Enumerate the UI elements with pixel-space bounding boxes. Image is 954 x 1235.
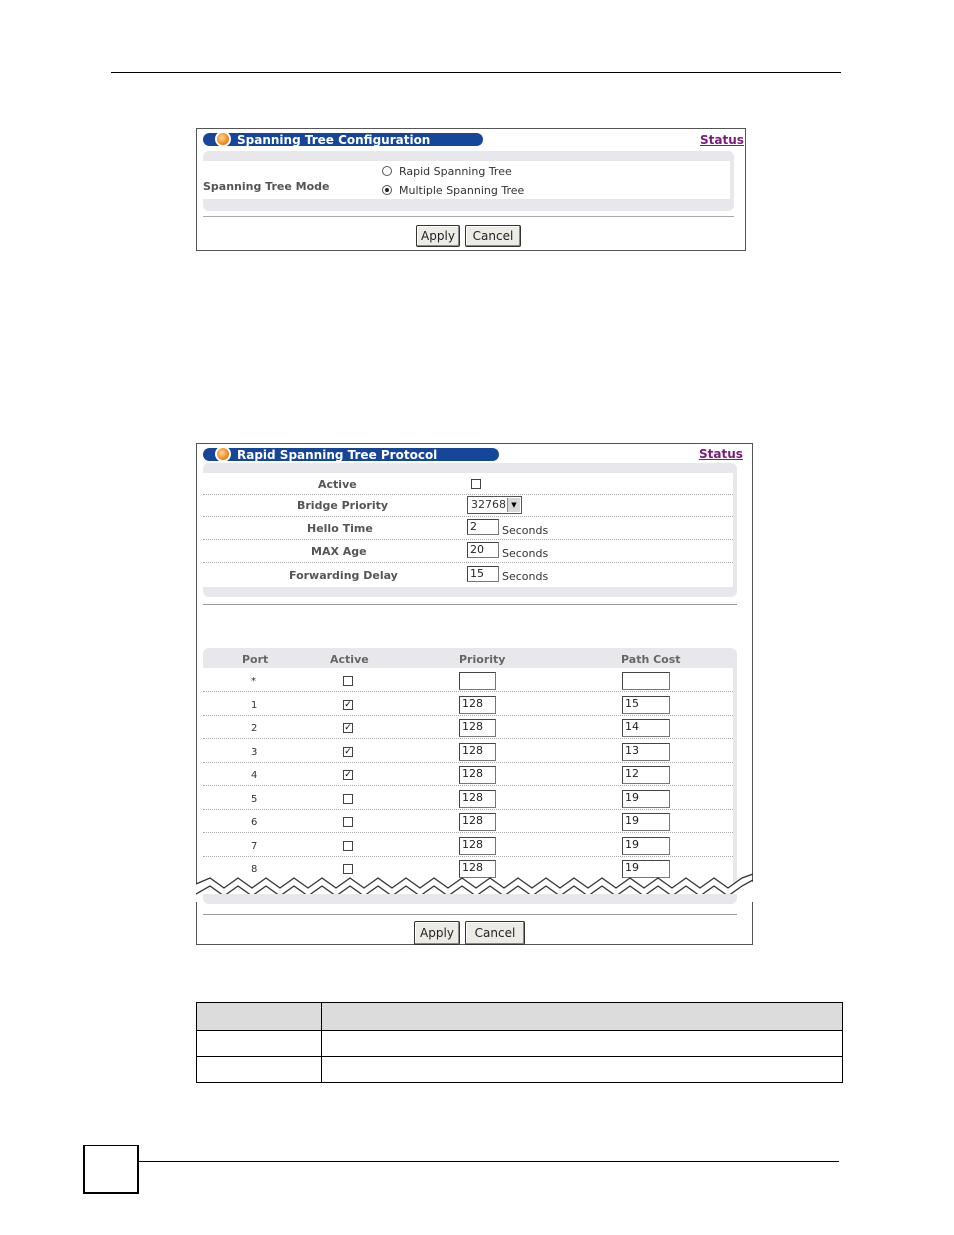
hello-time-field[interactable]: 2 xyxy=(467,519,499,535)
radio-rapid-label: Rapid Spanning Tree xyxy=(399,165,512,178)
port-path-cost-field[interactable]: 15 xyxy=(622,696,670,714)
orange-ball-icon xyxy=(215,446,231,462)
divider xyxy=(203,914,737,915)
apply-button[interactable]: Apply xyxy=(414,921,460,945)
port-priority-field[interactable]: 128 xyxy=(459,743,496,761)
port-path-cost-field[interactable]: 19 xyxy=(622,790,670,808)
port-priority-field[interactable]: 128 xyxy=(459,813,496,831)
port-active-checkbox[interactable] xyxy=(343,817,353,827)
seconds-label: Seconds xyxy=(502,547,549,560)
port-path-cost-field[interactable] xyxy=(622,672,670,690)
bridge-priority-select[interactable]: 32768 ▼ xyxy=(467,496,522,514)
row-divider xyxy=(203,809,733,810)
description-table xyxy=(196,1002,843,1083)
mode-label: Spanning Tree Mode xyxy=(203,180,330,193)
cancel-button[interactable]: Cancel xyxy=(465,225,521,247)
port-priority-field[interactable]: 128 xyxy=(459,766,496,784)
seconds-label: Seconds xyxy=(502,524,549,537)
col-active: Active xyxy=(330,653,369,666)
port-number: 7 xyxy=(251,840,258,852)
forwarding-delay-field[interactable]: 15 xyxy=(467,566,499,582)
panel-title: Spanning Tree Configuration xyxy=(237,132,431,147)
port-number: * xyxy=(251,676,256,687)
col-path-cost: Path Cost xyxy=(621,653,681,666)
port-number: 8 xyxy=(251,864,258,875)
apply-button[interactable]: Apply xyxy=(416,225,460,247)
divider xyxy=(203,216,734,217)
port-number: 5 xyxy=(251,793,258,805)
cancel-button[interactable]: Cancel xyxy=(465,921,525,945)
port-path-cost-field[interactable]: 13 xyxy=(622,743,670,761)
port-path-cost-field[interactable]: 19 xyxy=(622,837,670,855)
hello-time-label: Hello Time xyxy=(307,522,373,535)
port-path-cost-field[interactable]: 12 xyxy=(622,766,670,784)
table-header-row xyxy=(197,1003,843,1031)
spanning-tree-config-panel xyxy=(196,128,746,251)
row-divider xyxy=(203,738,733,739)
col-priority: Priority xyxy=(459,653,506,666)
row-divider xyxy=(203,691,733,692)
page-number-box xyxy=(83,1145,139,1194)
forwarding-delay-label: Forwarding Delay xyxy=(289,569,398,582)
orange-ball-icon xyxy=(215,131,231,147)
panel-title: Rapid Spanning Tree Protocol xyxy=(237,447,438,462)
port-number: 1 xyxy=(251,699,258,711)
port-active-checkbox[interactable] xyxy=(343,676,353,686)
port-active-checkbox[interactable] xyxy=(343,841,353,851)
port-path-cost-field[interactable]: 19 xyxy=(622,813,670,831)
bridge-priority-label: Bridge Priority xyxy=(297,499,389,512)
port-number: 3 xyxy=(251,746,258,758)
port-path-cost-field[interactable]: 14 xyxy=(622,719,670,737)
radio-multiple-spanning-tree[interactable] xyxy=(382,185,392,195)
port-number: 2 xyxy=(251,723,258,734)
max-age-field[interactable]: 20 xyxy=(467,542,499,558)
divider xyxy=(203,604,737,605)
port-number: 4 xyxy=(251,770,258,781)
col-port: Port xyxy=(242,653,269,666)
radio-multiple-label: Multiple Spanning Tree xyxy=(399,184,525,197)
row-divider xyxy=(203,715,733,716)
active-checkbox[interactable] xyxy=(471,479,481,489)
port-active-checkbox[interactable] xyxy=(343,794,353,804)
port-active-checkbox[interactable]: ✓ xyxy=(344,770,352,780)
table-row xyxy=(197,1031,843,1057)
port-priority-field[interactable] xyxy=(459,672,496,690)
row-divider xyxy=(203,832,733,833)
max-age-label: MAX Age xyxy=(311,545,367,558)
chevron-down-icon: ▼ xyxy=(507,498,520,512)
status-link[interactable]: Status xyxy=(699,447,743,461)
header-rule xyxy=(111,72,841,73)
port-active-checkbox[interactable]: ✓ xyxy=(344,746,352,757)
port-active-checkbox[interactable]: ✓ xyxy=(344,699,352,710)
rstp-panel xyxy=(196,443,753,945)
row-divider xyxy=(203,856,733,857)
row-divider xyxy=(203,785,733,786)
active-label: Active xyxy=(318,478,357,491)
panel-title-bar xyxy=(203,133,483,146)
port-priority-field[interactable]: 128 xyxy=(459,719,496,737)
footer-rule xyxy=(139,1161,839,1162)
table-row xyxy=(197,1057,843,1083)
panel-title-bar xyxy=(203,448,499,461)
port-priority-field[interactable]: 128 xyxy=(459,790,496,808)
port-priority-field[interactable]: 128 xyxy=(459,696,496,714)
radio-rapid-spanning-tree[interactable] xyxy=(382,166,392,176)
port-number: 6 xyxy=(251,817,258,828)
seconds-label: Seconds xyxy=(502,570,549,583)
row-divider xyxy=(203,762,733,763)
status-link[interactable]: Status xyxy=(700,133,744,147)
port-priority-field[interactable]: 128 xyxy=(459,860,496,878)
port-active-checkbox[interactable]: ✓ xyxy=(344,723,352,733)
port-path-cost-field[interactable]: 19 xyxy=(622,860,670,878)
port-priority-field[interactable]: 128 xyxy=(459,837,496,855)
